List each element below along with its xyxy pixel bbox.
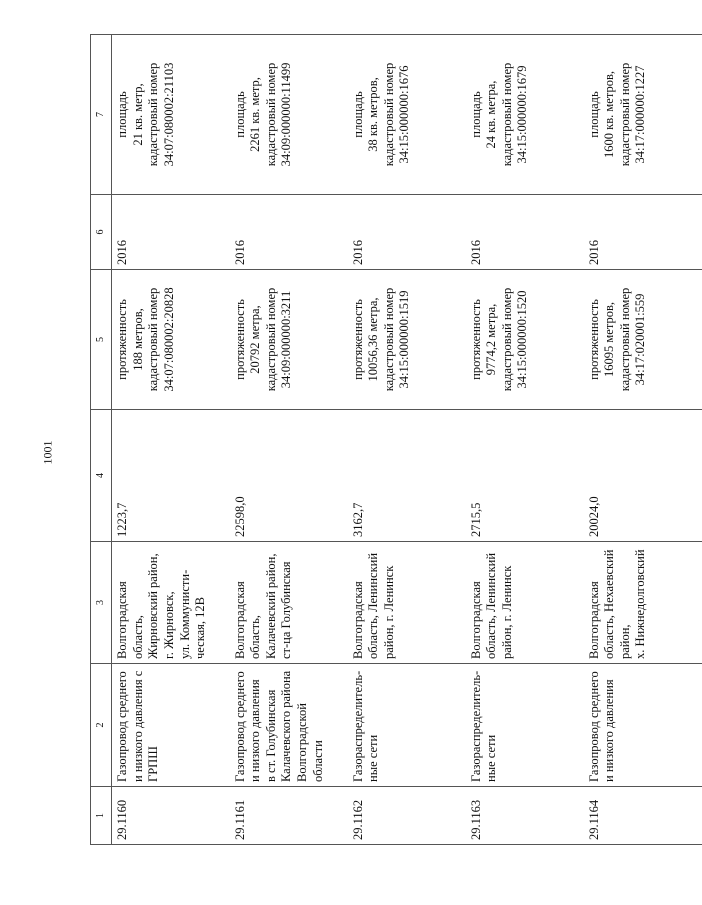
object-name: Газопровод среднего и низкого давления в ст. Голубинская Калачевского района Волгоградской области — [230, 664, 348, 787]
object-value: 3162,7 — [348, 410, 466, 542]
header-col-6: 6 — [91, 195, 112, 270]
object-year: 2016 — [466, 195, 584, 270]
table-row — [466, 35, 584, 845]
header-col-2: 2 — [91, 664, 112, 787]
header-col-3: 3 — [91, 542, 112, 664]
land-plot: площадь 1600 кв. метров, кадастровый номер 34:17:000000:1227 — [584, 35, 702, 195]
object-name: Газораспределитель- ные сети — [466, 664, 584, 787]
object-year: 2016 — [348, 195, 466, 270]
land-plot: площадь 24 кв. метра, кадастровый номер 34:15:000000:1679 — [466, 35, 584, 195]
table-row — [348, 35, 466, 845]
table-header — [91, 35, 112, 845]
registry-table — [90, 34, 702, 845]
object-address: Волгоградская область, Ленинский район, г. Ленинск — [348, 542, 466, 664]
object-length: протяженность 20792 метра, кадастровый номер 34:09:000000:3211 — [230, 270, 348, 410]
land-plot: площадь 21 кв. метр, кадастровый номер 34:07:080002:21103 — [112, 35, 230, 195]
object-address: Волгоградская область, Нехаевский район, х. Нижнедолговский — [584, 542, 702, 664]
object-value: 2715,5 — [466, 410, 584, 542]
header-col-7: 7 — [91, 35, 112, 195]
table-row — [230, 35, 348, 845]
row-number: 29.1164 — [584, 787, 702, 845]
header-col-4: 4 — [91, 410, 112, 542]
table-row — [112, 35, 230, 845]
registry-table-rotated — [90, 35, 648, 845]
object-name: Газопровод среднего и низкого давления — [584, 664, 702, 787]
object-year: 2016 — [584, 195, 702, 270]
header-col-5: 5 — [91, 270, 112, 410]
object-value: 1223,7 — [112, 410, 230, 542]
object-value: 22598,0 — [230, 410, 348, 542]
object-address: Волгоградская область, Ленинский район, г. Ленинск — [466, 542, 584, 664]
land-plot: площадь 38 кв. метров, кадастровый номер 34:15:000000:1676 — [348, 35, 466, 195]
land-plot: площадь 2261 кв. метр, кадастровый номер 34:09:000000:11499 — [230, 35, 348, 195]
header-col-1: 1 — [91, 787, 112, 845]
page-number-text: 1001 — [40, 440, 55, 464]
object-length: протяженность 10056,36 метра, кадастровый номер 34:15:000000:1519 — [348, 270, 466, 410]
table-row — [584, 35, 702, 845]
page-number — [36, 440, 60, 464]
object-length: протяженность 16095 метров, кадастровый номер 34:17:020001:559 — [584, 270, 702, 410]
object-name: Газопровод среднего и низкого давления с ГРПШ — [112, 664, 230, 787]
table-body — [112, 35, 702, 845]
object-year: 2016 — [112, 195, 230, 270]
row-number: 29.1162 — [348, 787, 466, 845]
row-number: 29.1163 — [466, 787, 584, 845]
object-address: Волгоградская область, Жирновский район, г. Жирновск, ул. Коммунисти- ческая, 12В — [112, 542, 230, 664]
object-address: Волгоградская область, Калачевский район, ст-ца Голубинская — [230, 542, 348, 664]
object-length: протяженность 188 метров, кадастровый номер 34:07:080002:20828 — [112, 270, 230, 410]
object-length: протяженность 9774,2 метра, кадастровый номер 34:15:000000:1520 — [466, 270, 584, 410]
object-year: 2016 — [230, 195, 348, 270]
header-row — [91, 35, 112, 845]
row-number: 29.1160 — [112, 787, 230, 845]
row-number: 29.1161 — [230, 787, 348, 845]
object-name: Газораспределитель- ные сети — [348, 664, 466, 787]
object-value: 20024,0 — [584, 410, 702, 542]
